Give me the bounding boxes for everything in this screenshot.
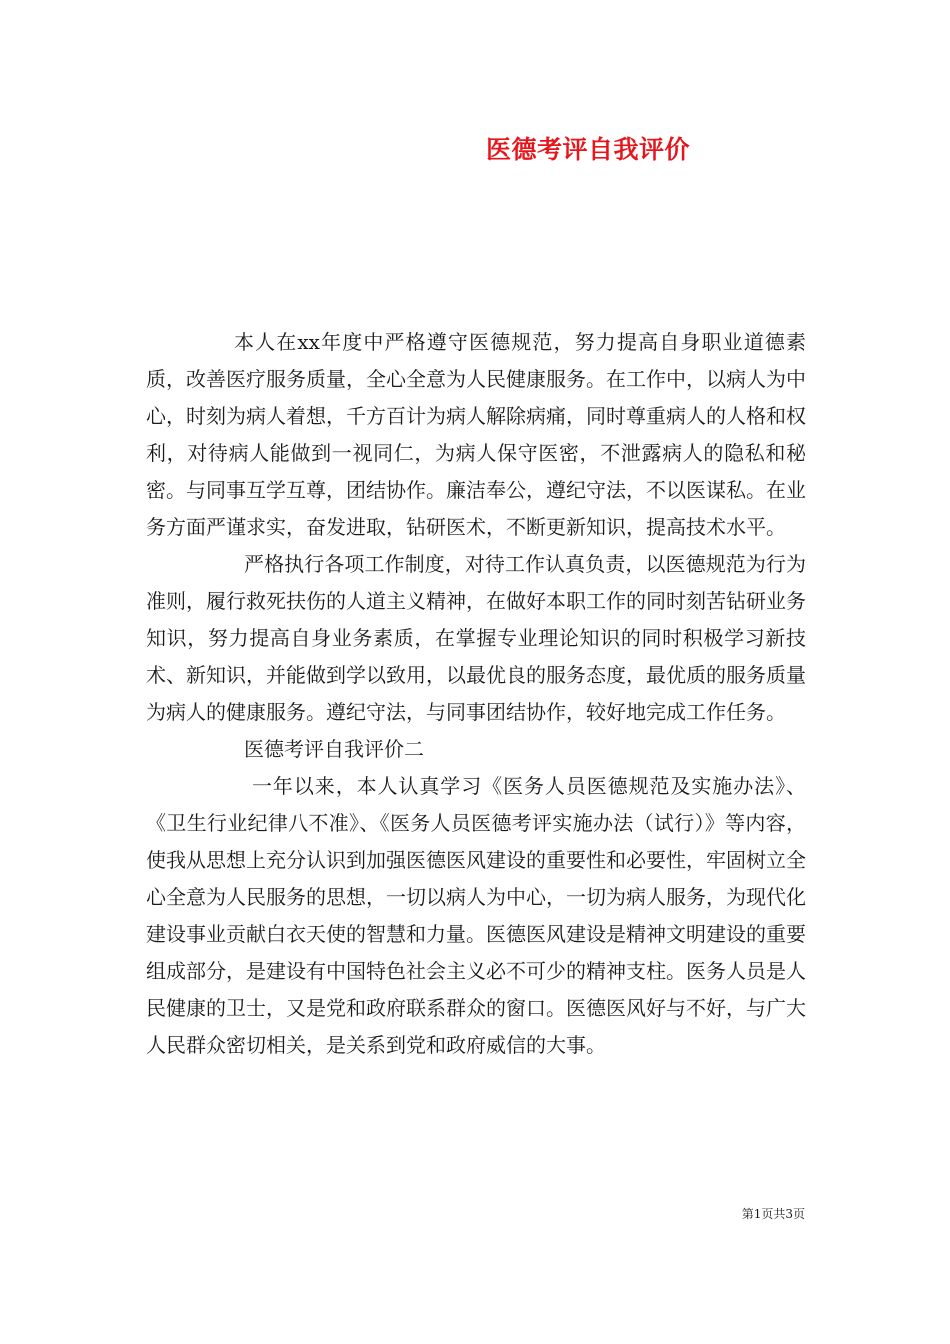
page-number-footer: 第1页共3页 xyxy=(741,1207,805,1221)
paragraph-3: 一年以来，本人认真学习《医务人员医德规范及实施办法》、《卫生行业纪律八不准》、《医务人员医德考评实施办法（试行）》等内容，使我从思想上充分认识到加强医德医风建设的重要性和必要性，牢固树立全心全意为人民服务的思想，一切以病人为中心，一切为病人服务，为现代化建设事业贡献白衣天使的智慧和力量。医德医风建设是精神文明建设的重要组成部分，是建设有中国特色社会主义必不可少的精神支柱。医务人员是人民健康的卫士，又是党和政府联系群众的窗口。医德医风好与不好，与广大人民群众密切相关，是关系到党和政府威信的大事。 xyxy=(146,774,806,1057)
document-title: 医德考评自我评价 xyxy=(486,135,691,164)
section-subheading: 医德考评自我评价二 xyxy=(244,737,424,761)
paragraph-1: 本人在xx年度中严格遵守医德规范，努力提高自身职业道德素质，改善医疗服务质量，全心全意为人民健康服务。在工作中，以病人为中心，时刻为病人着想，千方百计为病人解除病痛，同时尊重病人的人格和权利，对待病人能做到一视同仁，为病人保守医密，不泄露病人的隐私和秘密。与同事互学互尊，团结协作。廉洁奉公，遵纪守法，不以医谋私。在业务方面严谨求实，奋发进取，钻研医术，不断更新知识，提高技术水平。 xyxy=(146,330,806,539)
paragraph-2: 严格执行各项工作制度，对待工作认真负责，以医德规范为行为准则，履行救死扶伤的人道主义精神，在做好本职工作的同时刻苦钻研业务知识，努力提高自身业务素质，在掌握专业理论知识的同时积极学习新技术、新知识，并能做到学以致用，以最优良的服务态度，最优质的服务质量为病人的健康服务。遵纪守法，与同事团结协作，较好地完成工作任务。 xyxy=(146,552,806,724)
document-body xyxy=(146,324,806,1064)
